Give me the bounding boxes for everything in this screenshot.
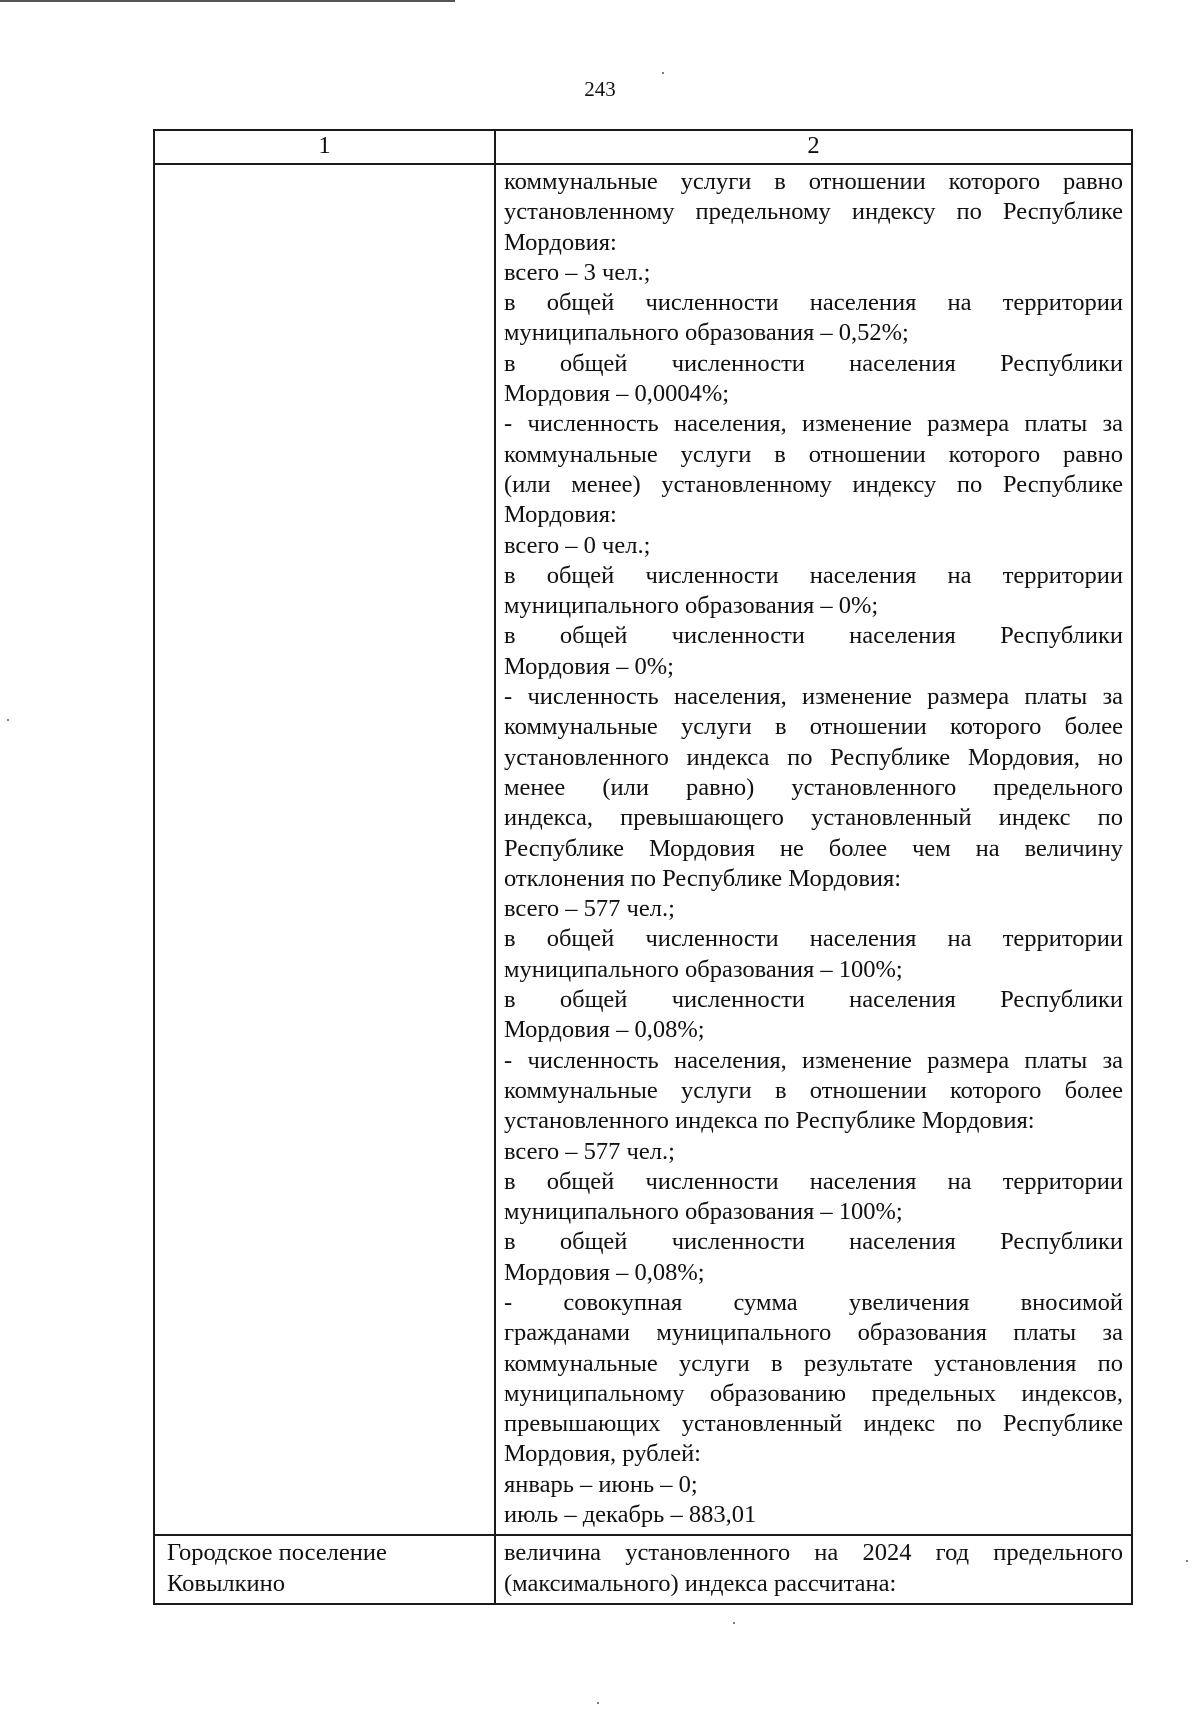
text-line: коммунальные услуги в отношении которого более [504,1076,1123,1104]
text-line: индекса, превышающего установленный индекс по [504,804,1123,832]
text-line: июль – декабрь – 883,01 [504,1501,757,1529]
text-line: всего – 577 чел.; [504,1137,675,1165]
scan-speck [7,719,9,721]
row1-col1-cell [154,164,495,1535]
text-line: установленного индекса по Республике Мордовия: [504,1107,1035,1135]
column-header-1: 1 [154,130,495,164]
scan-speck [662,72,664,74]
row1-col1-text [155,165,494,171]
document-table [153,129,1133,1605]
text-line: менее (или равно) установленного предельного [504,773,1123,801]
text-line: Мордовия: [504,228,617,256]
text-line: установленному предельному индексу по Республике [504,198,1123,226]
text-line: - численность населения, изменение размера платы за [504,1046,1123,1074]
text-line: превышающих установленный индекс по Республике [504,1410,1123,1438]
text-line: в общей численности населения на территории [504,925,1123,953]
text-line: Мордовия – 0,0004%; [504,380,730,408]
text-line: коммунальные услуги в отношении которого более [504,713,1123,741]
text-line: муниципального образования – 100%; [504,1198,903,1226]
scan-speck [1186,1560,1188,1562]
text-line: Мордовия: [504,501,617,529]
text-line: величина установленного на 2024 год предельного [504,1539,1123,1567]
text-line: Мордовия – 0,08%; [504,1016,705,1044]
text-line: январь – июнь – 0; [504,1470,698,1498]
text-line: коммунальные услуги в отношении которого равно [504,168,1123,195]
text-line: в общей численности населения на территории [504,1167,1123,1195]
text-line: Мордовия – 0,08%; [504,1258,705,1286]
text-line: коммунальные услуги в отношении которого равно [504,440,1123,468]
text-line: Ковылкино [167,1569,286,1597]
text-line: (максимального) индекса рассчитана: [504,1569,897,1597]
text-line: - совокупная сумма увеличения вносимой [504,1288,1123,1316]
row1-col2-text [496,165,1131,1534]
scan-speck [597,1702,599,1704]
text-line: Республике Мордовия не более чем на величину [504,834,1123,862]
table-header-row [154,130,1132,164]
text-line: установленного индекса по Республике Мордовия, но [504,743,1123,771]
page-number: 243 [584,77,616,101]
top-border-line [0,0,455,2]
text-line: всего – 577 чел.; [504,895,675,923]
text-line: коммунальные услуги в результате установления по [504,1349,1123,1377]
text-line: Городское поселение [167,1539,387,1567]
text-line: в общей численности населения Республики [504,1228,1123,1256]
text-line: в общей численности населения на территории [504,289,1123,317]
text-line: муниципального образования – 0%; [504,592,879,620]
text-line: муниципальному образованию предельных индексов, [504,1379,1123,1407]
text-line: муниципального образования – 0,52%; [504,319,909,347]
row2-col1-cell [154,1535,495,1604]
text-line: муниципального образования – 100%; [504,955,903,983]
row2-col2-cell [495,1535,1132,1604]
text-line: в общей численности населения Республики [504,622,1123,650]
text-line: Мордовия, рублей: [504,1440,701,1468]
text-line: всего – 0 чел.; [504,531,651,559]
table-row [154,1535,1132,1604]
text-line: в общей численности населения Республики [504,986,1123,1014]
text-line: Мордовия – 0%; [504,652,674,680]
column-header-2: 2 [495,130,1132,164]
text-line: в общей численности населения на территории [504,561,1123,589]
text-line: гражданами муниципального образования платы за [504,1319,1123,1347]
text-line: - численность населения, изменение размера платы за [504,683,1123,711]
text-line: всего – 3 чел.; [504,258,651,286]
row1-col2-cell [495,164,1132,1535]
row2-col2-text [496,1536,1131,1603]
row2-col1-text [155,1536,494,1603]
text-line: - численность населения, изменение размера платы за [504,410,1123,438]
scan-speck [733,1622,735,1624]
text-line: отклонения по Республике Мордовия: [504,864,902,892]
text-line: (или менее) установленному индексу по Республике [504,470,1123,498]
text-line: в общей численности населения Республики [504,349,1123,377]
table-row [154,164,1132,1535]
